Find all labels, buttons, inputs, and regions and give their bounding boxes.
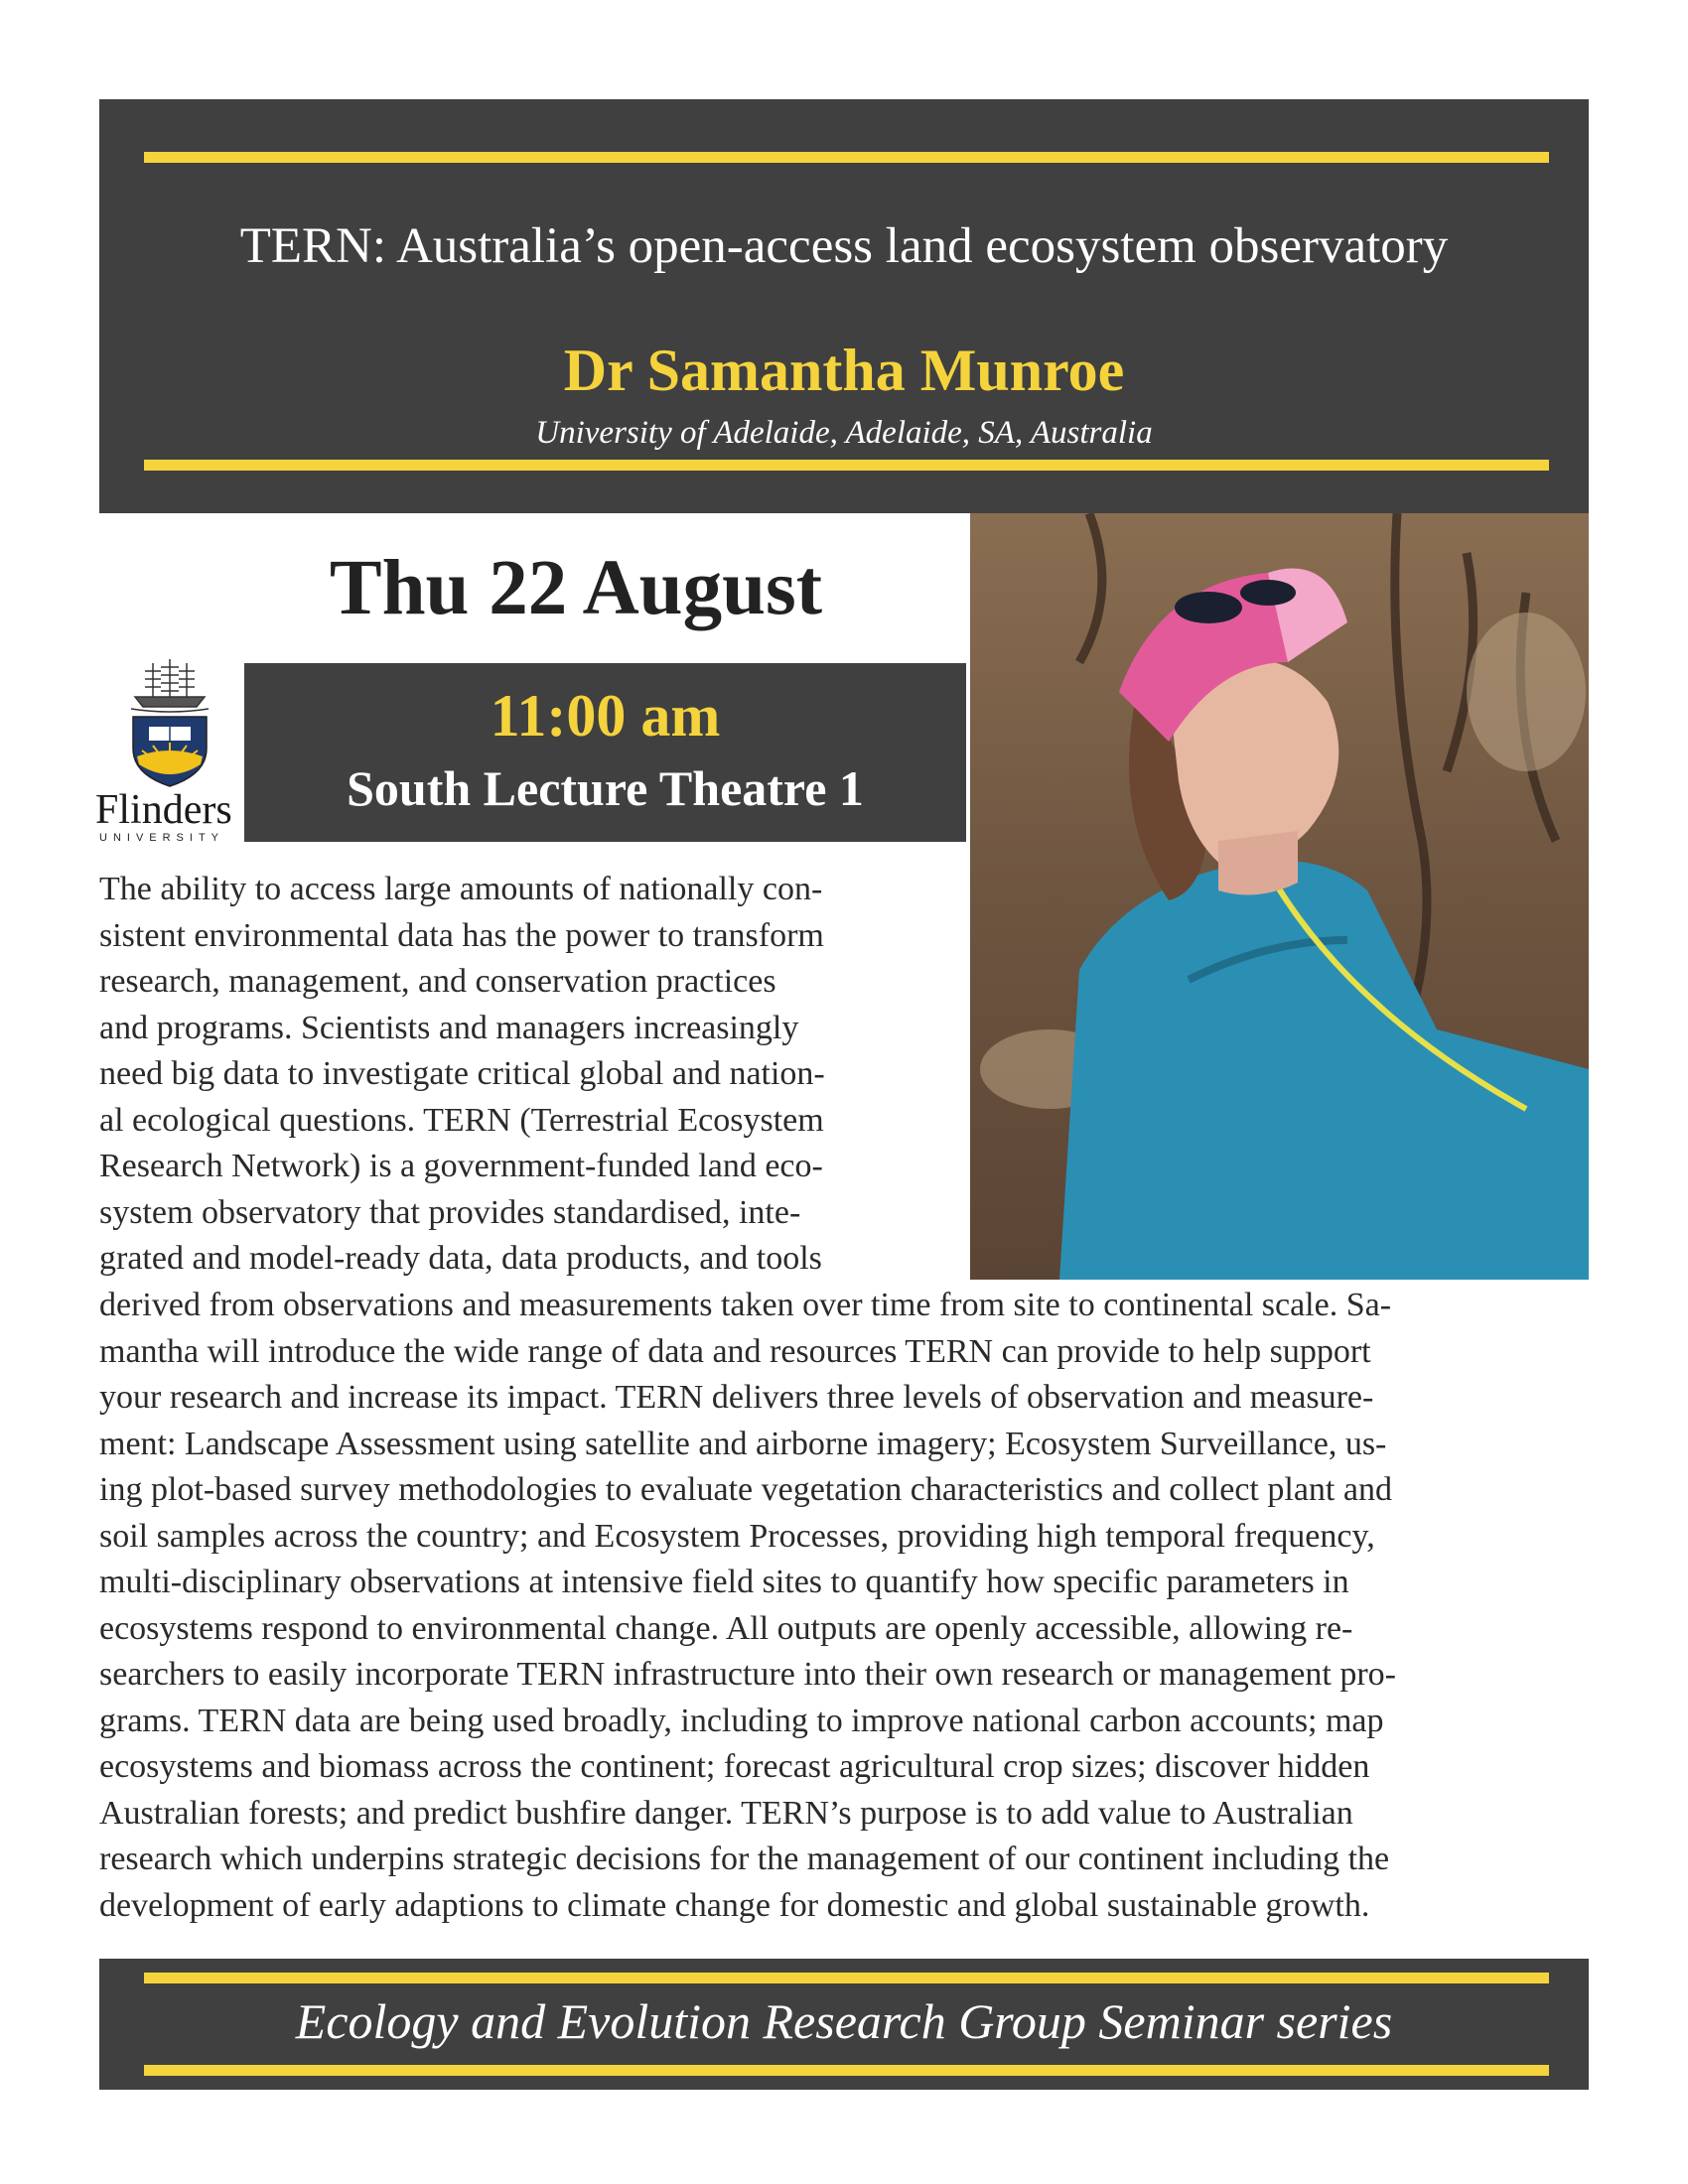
abstract-line: ing plot-based survey methodologies to evaluate vegetation characteristics and collect plant and	[99, 1471, 1392, 1508]
abstract-line: Australian forests; and predict bushfire danger. TERN’s purpose is to add value to Australian	[99, 1794, 1353, 1832]
abstract-line: ment: Landscape Assessment using satellite and airborne imagery; Ecosystem Surveillance, us-	[99, 1425, 1387, 1462]
abstract-line: grams. TERN data are being used broadly, including to improve national carbon accounts; map	[99, 1702, 1384, 1739]
logo-wordmark: Flinders	[95, 787, 232, 833]
abstract-line: development of early adaptions to climate change for domestic and global sustainable growth.	[99, 1886, 1370, 1924]
abstract-line: derived from observations and measurements taken over time from site to continental scale. Sa-	[99, 1287, 1392, 1323]
abstract-line: system observatory that provides standardised, inte-	[99, 1193, 801, 1231]
speaker-affiliation: University of Adelaide, Adelaide, SA, Australia	[535, 415, 1153, 451]
abstract-column	[99, 867, 938, 1283]
footer-bottom-rule	[144, 2065, 1549, 2076]
abstract-line: mantha will introduce the wide range of data and resources TERN can provide to help support	[99, 1332, 1371, 1370]
abstract-line: ecosystems respond to environmental change. All outputs are openly accessible, allowing re-	[99, 1609, 1353, 1647]
seminar-series: Ecology and Evolution Research Group Seminar series	[295, 1993, 1393, 2049]
abstract-line: ecosystems and biomass across the continent; forecast agricultural crop sizes; discover hidden	[99, 1748, 1370, 1785]
speaker-name: Dr Samantha Munroe	[563, 338, 1125, 403]
abstract-line: The ability to access large amounts of nationally con-	[99, 871, 823, 907]
time-venue-box	[244, 663, 966, 842]
footer-top-rule	[144, 1973, 1549, 1983]
flinders-logo	[95, 657, 244, 846]
abstract-line: soil samples across the country; and Ecosystem Processes, providing high temporal frequency,	[99, 1517, 1375, 1555]
abstract-line: research, management, and conservation practices	[99, 963, 776, 1000]
event-time: 11:00 am	[490, 683, 721, 749]
header-panel	[99, 99, 1589, 513]
speaker-photo	[970, 513, 1589, 1280]
abstract-line: Research Network) is a government-funded land eco-	[99, 1148, 823, 1184]
ship-crest-icon	[95, 657, 244, 788]
abstract-line: searchers to easily incorporate TERN infrastructure into their own research or management pro-	[99, 1656, 1396, 1693]
abstract-line: research which underpins strategic decisions for the management of our continent including the	[99, 1841, 1390, 1877]
footer-panel	[99, 1959, 1589, 2090]
header-top-rule	[144, 152, 1549, 163]
talk-title: TERN: Australia’s open-access land ecosystem observatory	[239, 218, 1449, 274]
abstract-line: grated and model-ready data, data products, and tools	[99, 1240, 822, 1277]
abstract-line: al ecological questions. TERN (Terrestrial Ecosystem	[99, 1101, 824, 1139]
abstract-line: sistent environmental data has the power to transform	[99, 916, 824, 954]
event-date: Thu 22 August	[329, 545, 823, 631]
abstract-line: multi-disciplinary observations at intensive field sites to quantify how specific parameters in	[99, 1564, 1349, 1600]
abstract-line: and programs. Scientists and managers increasingly	[99, 1009, 799, 1046]
header-bottom-rule	[144, 460, 1549, 471]
abstract-line: need big data to investigate critical global and nation-	[99, 1055, 825, 1092]
abstract-full-width	[99, 1283, 1589, 1929]
logo-subtitle: UNIVERSITY	[99, 832, 225, 844]
abstract-line: your research and increase its impact. TERN delivers three levels of observation and measure-	[99, 1379, 1374, 1416]
event-venue: South Lecture Theatre 1	[347, 760, 864, 816]
